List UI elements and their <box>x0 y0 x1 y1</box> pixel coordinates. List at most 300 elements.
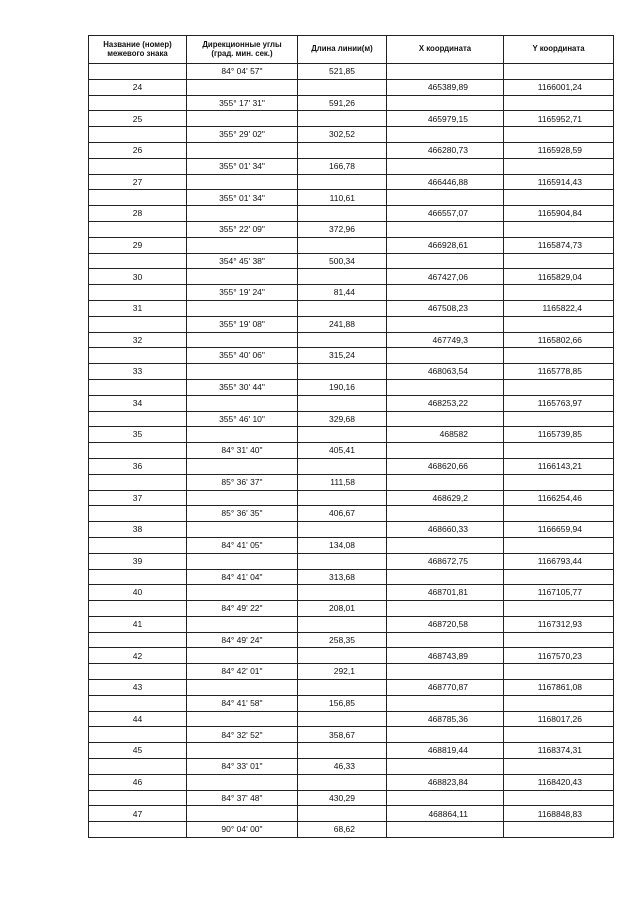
point-name-cell: 44 <box>89 712 187 727</box>
direction-angle-cell <box>187 648 298 663</box>
point-name-cell <box>89 538 187 553</box>
x-coordinate-cell <box>387 254 504 269</box>
segment-row <box>89 190 613 206</box>
line-length-cell <box>298 238 387 253</box>
point-name-cell: 34 <box>89 396 187 411</box>
direction-angle-cell: 355° 22' 09" <box>187 222 298 237</box>
segment-row <box>89 159 613 175</box>
direction-angle-cell: 84° 31' 40" <box>187 443 298 458</box>
x-coordinate-cell: 468819,44 <box>387 743 504 758</box>
y-coordinate-cell <box>504 285 613 300</box>
y-coordinate-cell <box>504 222 613 237</box>
line-length-cell: 190,16 <box>298 380 387 395</box>
y-coordinate-cell <box>504 633 613 648</box>
x-coordinate-cell <box>387 822 504 837</box>
point-name-cell <box>89 412 187 427</box>
line-length-cell <box>298 364 387 379</box>
x-coordinate-cell: 465979,15 <box>387 111 504 126</box>
x-coordinate-cell <box>387 759 504 774</box>
line-length-cell: 81,44 <box>298 285 387 300</box>
line-length-cell <box>298 175 387 190</box>
line-length-cell <box>298 333 387 348</box>
x-coordinate-cell <box>387 64 504 79</box>
x-coordinate-cell: 468701,81 <box>387 585 504 600</box>
y-coordinate-cell <box>504 506 613 521</box>
line-length-cell: 313,68 <box>298 570 387 585</box>
line-length-cell: 166,78 <box>298 159 387 174</box>
point-name-cell: 35 <box>89 427 187 442</box>
line-length-cell <box>298 743 387 758</box>
y-coordinate-cell <box>504 570 613 585</box>
point-name-cell <box>89 696 187 711</box>
y-coordinate-cell: 1165914,43 <box>537 176 582 187</box>
header-direction-angle-line2: (град. мин. сек.) <box>211 48 273 58</box>
line-length-cell: 258,35 <box>298 633 387 648</box>
segment-row <box>89 664 613 680</box>
direction-angle-cell <box>187 680 298 695</box>
direction-angle-cell: 355° 17' 31" <box>187 96 298 111</box>
y-coordinate-cell: 1165928,59 <box>537 145 582 156</box>
x-coordinate-cell: 468864,11 <box>387 806 504 821</box>
point-row <box>89 680 613 696</box>
line-length-cell: 405,41 <box>298 443 387 458</box>
line-length-cell <box>298 554 387 569</box>
x-coordinate-cell: 466928,61 <box>387 238 504 253</box>
point-row <box>89 206 613 222</box>
y-coordinate-cell: 1167105,77 <box>537 587 582 598</box>
line-length-cell <box>298 143 387 158</box>
y-coordinate-cell <box>504 412 613 427</box>
point-name-cell <box>89 254 187 269</box>
point-row <box>89 617 613 633</box>
header-y-coordinate <box>504 36 613 63</box>
y-coordinate-cell: 1165802,66 <box>537 334 582 345</box>
point-row <box>89 333 613 349</box>
point-name-cell <box>89 96 187 111</box>
point-name-cell <box>89 443 187 458</box>
point-name-cell <box>89 317 187 332</box>
x-coordinate-cell <box>387 96 504 111</box>
y-coordinate-cell <box>504 380 613 395</box>
segment-row <box>89 96 613 112</box>
header-y-coordinate-label: Y координата <box>532 44 585 54</box>
point-row <box>89 491 613 507</box>
direction-angle-cell <box>187 585 298 600</box>
line-length-cell: 500,34 <box>298 254 387 269</box>
x-coordinate-cell <box>387 633 504 648</box>
y-coordinate-cell: 1166659,94 <box>537 524 582 535</box>
point-name-cell: 39 <box>89 554 187 569</box>
x-coordinate-cell: 468770,87 <box>387 680 504 695</box>
direction-angle-cell: 84° 33' 01" <box>187 759 298 774</box>
direction-angle-cell <box>187 301 298 316</box>
direction-angle-cell <box>187 143 298 158</box>
point-name-cell <box>89 664 187 679</box>
x-coordinate-cell <box>387 222 504 237</box>
direction-angle-cell: 84° 32' 52" <box>187 727 298 742</box>
line-length-cell <box>298 680 387 695</box>
segment-row <box>89 759 613 775</box>
direction-angle-cell <box>187 333 298 348</box>
y-coordinate-cell: 1168017,26 <box>537 713 582 724</box>
line-length-cell: 358,67 <box>298 727 387 742</box>
line-length-cell: 302,52 <box>298 127 387 142</box>
x-coordinate-cell: 468582 <box>387 427 504 442</box>
line-length-cell: 591,26 <box>298 96 387 111</box>
direction-angle-cell <box>187 269 298 284</box>
x-coordinate-cell <box>387 696 504 711</box>
direction-angle-cell: 355° 01' 34" <box>187 190 298 205</box>
direction-angle-cell: 355° 29' 02" <box>187 127 298 142</box>
line-length-cell <box>298 522 387 537</box>
y-coordinate-cell <box>504 664 613 679</box>
point-name-cell: 41 <box>89 617 187 632</box>
point-name-cell: 47 <box>89 806 187 821</box>
point-name-cell <box>89 791 187 806</box>
point-row <box>89 585 613 601</box>
line-length-cell <box>298 806 387 821</box>
segment-row <box>89 317 613 333</box>
point-name-cell: 38 <box>89 522 187 537</box>
line-length-cell: 372,96 <box>298 222 387 237</box>
y-coordinate-cell: 1165778,85 <box>537 366 582 377</box>
point-name-cell <box>89 759 187 774</box>
direction-angle-cell <box>187 111 298 126</box>
header-direction-angle <box>187 36 298 63</box>
point-row <box>89 364 613 380</box>
line-length-cell <box>298 491 387 506</box>
x-coordinate-cell: 466557,07 <box>387 206 504 221</box>
x-coordinate-cell: 468063,54 <box>387 364 504 379</box>
point-name-cell <box>89 190 187 205</box>
header-line-length-label: Длина линии(м) <box>311 44 373 54</box>
point-name-cell <box>89 601 187 616</box>
direction-angle-cell: 355° 40' 06" <box>187 348 298 363</box>
point-name-cell: 31 <box>89 301 187 316</box>
point-name-cell: 30 <box>89 269 187 284</box>
direction-angle-cell: 84° 41' 04" <box>187 570 298 585</box>
line-length-cell: 329,68 <box>298 412 387 427</box>
segment-row <box>89 348 613 364</box>
y-coordinate-cell <box>504 254 613 269</box>
line-length-cell <box>298 648 387 663</box>
x-coordinate-cell <box>387 664 504 679</box>
line-length-cell <box>298 206 387 221</box>
header-line-length <box>298 36 387 63</box>
y-coordinate-cell: 1165739,85 <box>537 429 582 440</box>
point-row <box>89 554 613 570</box>
table-body <box>89 64 613 838</box>
point-row <box>89 648 613 664</box>
x-coordinate-cell <box>387 727 504 742</box>
point-name-cell: 25 <box>89 111 187 126</box>
direction-angle-cell <box>187 80 298 95</box>
direction-angle-cell <box>187 459 298 474</box>
point-name-cell: 33 <box>89 364 187 379</box>
line-length-cell <box>298 775 387 790</box>
y-coordinate-cell <box>504 127 613 142</box>
x-coordinate-cell <box>387 159 504 174</box>
x-coordinate-cell: 466280,73 <box>387 143 504 158</box>
x-coordinate-cell: 467508,23 <box>387 301 504 316</box>
segment-row <box>89 570 613 586</box>
header-x-coordinate <box>387 36 504 63</box>
point-name-cell <box>89 222 187 237</box>
y-coordinate-cell <box>504 64 613 79</box>
y-coordinate-cell <box>504 96 613 111</box>
direction-angle-cell: 354° 45' 38" <box>187 254 298 269</box>
y-coordinate-cell <box>504 538 613 553</box>
segment-row <box>89 380 613 396</box>
y-coordinate-cell <box>504 822 613 837</box>
point-name-cell: 32 <box>89 333 187 348</box>
point-name-cell <box>89 380 187 395</box>
x-coordinate-cell: 467749,3 <box>387 333 504 348</box>
direction-angle-cell: 355° 30' 44" <box>187 380 298 395</box>
y-coordinate-cell: 1167861,08 <box>537 682 582 693</box>
point-name-cell: 26 <box>89 143 187 158</box>
point-row <box>89 80 613 96</box>
line-length-cell: 111,58 <box>298 475 387 490</box>
x-coordinate-cell <box>387 601 504 616</box>
segment-row <box>89 443 613 459</box>
line-length-cell: 292,1 <box>298 664 387 679</box>
x-coordinate-cell: 468253,22 <box>387 396 504 411</box>
segment-row <box>89 285 613 301</box>
point-name-cell <box>89 506 187 521</box>
direction-angle-cell: 85° 36' 35" <box>187 506 298 521</box>
point-row <box>89 269 613 285</box>
segment-row <box>89 791 613 807</box>
line-length-cell <box>298 427 387 442</box>
direction-angle-cell: 84° 37' 48" <box>187 791 298 806</box>
line-length-cell <box>298 111 387 126</box>
point-row <box>89 522 613 538</box>
point-name-cell: 36 <box>89 459 187 474</box>
point-name-cell: 46 <box>89 775 187 790</box>
point-name-cell: 45 <box>89 743 187 758</box>
point-name-cell: 24 <box>89 80 187 95</box>
point-name-cell <box>89 633 187 648</box>
point-name-cell <box>89 348 187 363</box>
y-coordinate-cell <box>504 475 613 490</box>
line-length-cell: 521,85 <box>298 64 387 79</box>
coordinates-table <box>88 35 614 838</box>
line-length-cell: 110,61 <box>298 190 387 205</box>
line-length-cell: 46,33 <box>298 759 387 774</box>
x-coordinate-cell <box>387 443 504 458</box>
point-name-cell: 40 <box>89 585 187 600</box>
y-coordinate-cell: 1168374,31 <box>537 745 582 756</box>
header-direction-angle-line1: Дирекционные углы <box>202 39 282 49</box>
segment-row <box>89 412 613 428</box>
line-length-cell: 241,88 <box>298 317 387 332</box>
x-coordinate-cell: 468743,89 <box>387 648 504 663</box>
line-length-cell: 208,01 <box>298 601 387 616</box>
point-name-cell: 29 <box>89 238 187 253</box>
point-row <box>89 143 613 159</box>
line-length-cell <box>298 712 387 727</box>
x-coordinate-cell: 468785,36 <box>387 712 504 727</box>
y-coordinate-cell: 1165874,73 <box>537 239 582 250</box>
direction-angle-cell <box>187 712 298 727</box>
point-name-cell <box>89 127 187 142</box>
point-name-cell: 37 <box>89 491 187 506</box>
x-coordinate-cell <box>387 412 504 427</box>
line-length-cell <box>298 617 387 632</box>
x-coordinate-cell: 468720,58 <box>387 617 504 632</box>
point-name-cell: 28 <box>89 206 187 221</box>
direction-angle-cell <box>187 617 298 632</box>
x-coordinate-cell <box>387 791 504 806</box>
x-coordinate-cell <box>387 127 504 142</box>
segment-row <box>89 633 613 649</box>
x-coordinate-cell <box>387 348 504 363</box>
x-coordinate-cell: 468660,33 <box>387 522 504 537</box>
table-header <box>89 36 613 64</box>
x-coordinate-cell <box>387 506 504 521</box>
y-coordinate-cell: 1166793,44 <box>537 555 582 566</box>
y-coordinate-cell <box>504 791 613 806</box>
y-coordinate-cell: 1166143,21 <box>537 461 582 472</box>
point-row <box>89 712 613 728</box>
y-coordinate-cell: 1165952,71 <box>537 113 582 124</box>
segment-row <box>89 222 613 238</box>
line-length-cell: 68,62 <box>298 822 387 837</box>
direction-angle-cell: 355° 19' 24" <box>187 285 298 300</box>
point-name-cell: 27 <box>89 175 187 190</box>
direction-angle-cell: 84° 49' 22" <box>187 601 298 616</box>
y-coordinate-cell <box>504 443 613 458</box>
segment-row <box>89 64 613 80</box>
line-length-cell: 315,24 <box>298 348 387 363</box>
x-coordinate-cell <box>387 285 504 300</box>
y-coordinate-cell: 1168848,83 <box>537 808 582 819</box>
x-coordinate-cell <box>387 570 504 585</box>
segment-row <box>89 506 613 522</box>
direction-angle-cell: 90° 04' 00" <box>187 822 298 837</box>
y-coordinate-cell: 1165822,4 <box>542 303 582 314</box>
segment-row <box>89 475 613 491</box>
y-coordinate-cell <box>504 696 613 711</box>
point-row <box>89 743 613 759</box>
line-length-cell <box>298 269 387 284</box>
y-coordinate-cell: 1166001,24 <box>537 81 582 92</box>
direction-angle-cell: 84° 04' 57" <box>187 64 298 79</box>
direction-angle-cell: 355° 01' 34" <box>187 159 298 174</box>
y-coordinate-cell: 1167312,93 <box>537 619 582 630</box>
y-coordinate-cell: 1165829,04 <box>537 271 582 282</box>
point-name-cell: 42 <box>89 648 187 663</box>
point-name-cell <box>89 822 187 837</box>
direction-angle-cell <box>187 522 298 537</box>
direction-angle-cell <box>187 238 298 253</box>
point-name-cell <box>89 159 187 174</box>
x-coordinate-cell <box>387 317 504 332</box>
x-coordinate-cell: 468823,84 <box>387 775 504 790</box>
line-length-cell: 156,85 <box>298 696 387 711</box>
x-coordinate-cell: 468672,75 <box>387 554 504 569</box>
point-name-cell <box>89 475 187 490</box>
direction-angle-cell <box>187 806 298 821</box>
y-coordinate-cell <box>504 727 613 742</box>
x-coordinate-cell <box>387 538 504 553</box>
direction-angle-cell <box>187 396 298 411</box>
direction-angle-cell <box>187 206 298 221</box>
point-name-cell <box>89 570 187 585</box>
line-length-cell: 134,08 <box>298 538 387 553</box>
x-coordinate-cell: 465389,89 <box>387 80 504 95</box>
y-coordinate-cell <box>504 159 613 174</box>
x-coordinate-cell: 468620,66 <box>387 459 504 474</box>
segment-row <box>89 127 613 143</box>
x-coordinate-cell: 466446,88 <box>387 175 504 190</box>
point-name-cell <box>89 285 187 300</box>
point-name-cell: 43 <box>89 680 187 695</box>
segment-row <box>89 601 613 617</box>
line-length-cell <box>298 459 387 474</box>
y-coordinate-cell: 1168420,43 <box>537 777 582 787</box>
x-coordinate-cell: 467427,06 <box>387 269 504 284</box>
point-row <box>89 396 613 412</box>
point-row <box>89 775 613 791</box>
segment-row <box>89 727 613 743</box>
segment-row <box>89 538 613 554</box>
y-coordinate-cell <box>504 348 613 363</box>
direction-angle-cell <box>187 175 298 190</box>
point-row <box>89 238 613 254</box>
x-coordinate-cell <box>387 380 504 395</box>
y-coordinate-cell: 1165763,97 <box>537 397 582 408</box>
direction-angle-cell <box>187 743 298 758</box>
line-length-cell <box>298 301 387 316</box>
header-point-name-line2: межевого знака <box>107 48 168 58</box>
line-length-cell <box>298 80 387 95</box>
y-coordinate-cell <box>504 759 613 774</box>
y-coordinate-cell <box>504 317 613 332</box>
x-coordinate-cell: 468629,2 <box>387 491 504 506</box>
point-row <box>89 301 613 317</box>
y-coordinate-cell <box>504 601 613 616</box>
header-x-coordinate-label: X координата <box>418 44 472 54</box>
line-length-cell <box>298 585 387 600</box>
point-row <box>89 175 613 191</box>
direction-angle-cell <box>187 775 298 790</box>
header-point-name-line1: Название (номер) <box>103 39 172 49</box>
x-coordinate-cell <box>387 190 504 205</box>
point-row <box>89 806 613 822</box>
segment-row <box>89 822 613 838</box>
direction-angle-cell <box>187 554 298 569</box>
segment-row <box>89 254 613 270</box>
segment-row <box>89 696 613 712</box>
direction-angle-cell <box>187 491 298 506</box>
point-name-cell <box>89 64 187 79</box>
direction-angle-cell: 84° 42' 01" <box>187 664 298 679</box>
point-row <box>89 111 613 127</box>
header-point-name <box>89 36 187 63</box>
direction-angle-cell <box>187 364 298 379</box>
line-length-cell: 430,29 <box>298 791 387 806</box>
point-row <box>89 427 613 443</box>
direction-angle-cell: 355° 19' 08" <box>187 317 298 332</box>
point-name-cell <box>89 727 187 742</box>
direction-angle-cell: 85° 36' 37" <box>187 475 298 490</box>
direction-angle-cell <box>187 427 298 442</box>
y-coordinate-cell <box>504 190 613 205</box>
line-length-cell: 406,67 <box>298 506 387 521</box>
direction-angle-cell: 84° 49' 24" <box>187 633 298 648</box>
